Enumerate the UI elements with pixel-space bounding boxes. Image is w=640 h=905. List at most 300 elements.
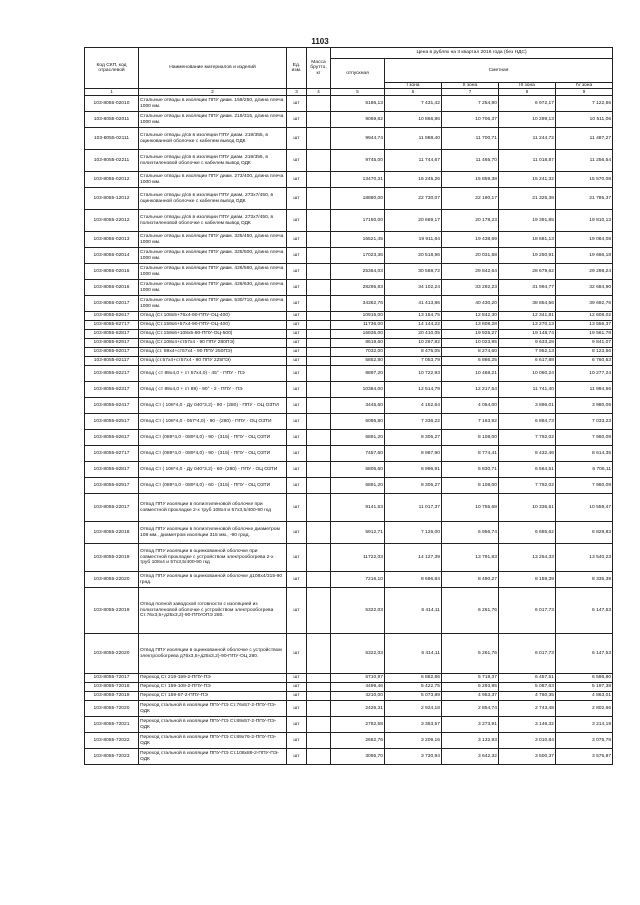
item-unit: шт [287,544,307,572]
price-sale: 9745,00 [331,150,385,172]
item-mass [307,232,331,248]
item-unit: шт [287,188,307,210]
item-code: 103-8055-92917 [85,478,139,494]
table-row [85,398,613,414]
table-row [85,674,613,683]
table-row [85,128,613,150]
item-code: 103-8055-22020 [85,634,139,674]
item-unit: шт [287,398,307,414]
price-sale: 9944,74 [331,128,385,150]
price-zone-4: 6 706,11 [556,462,613,478]
item-unit: шт [287,462,307,478]
item-mass [307,128,331,150]
item-unit: шт [287,264,307,280]
item-code: 103-8055-92617 [85,430,139,446]
price-zone-3: 6 685,62 [499,522,556,544]
item-name: Отвод ППУ изоляции в полиэтиленовой оболочке при совместной прокладке 2-х труб 108х4 и 57х3,5/400-90 гкд [139,494,287,522]
item-name: Отвод Ст (089*4,0 - 089*4,0) - 60 - (315) - ППУ - ОЦ ОЗТИ [139,478,287,494]
price-zone-2: 20 178,23 [442,210,499,232]
price-sale: 11736,00 [331,321,385,330]
price-zone-2: 12 842,30 [442,312,499,321]
price-zone-4: 11 994,66 [556,382,613,398]
item-name: Отвод (Ст.159х6+108х5-90-ППУ-ОЦ-500) [139,330,287,339]
price-sale: 17023,36 [331,248,385,264]
item-unit: шт [287,96,307,112]
item-code: 103-8055-72018 [85,683,139,692]
item-name: Переход Ст 159-57-2-ППУ-ПЭ [139,692,287,701]
price-zone-3: 3 896,01 [499,398,556,414]
item-mass [307,398,331,414]
item-name: Переход стальной в изоляции ППУ-ПЭ Ст.108х89-2-ППУ-ПЭ-ОДК [139,749,287,765]
price-zone-4: 6 760,63 [556,357,613,366]
item-name: Отвод (ст.57х4+ст57х4 - 90 ППУ 225ПЭ) [139,357,287,366]
price-zone-3: 10 289,13 [499,112,556,128]
price-zone-4: 7 960,09 [556,430,613,446]
table-row [85,462,613,478]
column-number: 6 [385,89,442,96]
item-name: Отвод (ст. 89х4+ст57х4 - 90 ППУ 250ПЭ) [139,348,287,357]
price-zone-1: 20 410,05 [385,330,442,339]
price-zone-1: 10 866,86 [385,112,442,128]
item-name: Отвод ППУ изоляции в оцинкованной оболочке д108х4/315-90 град. [139,572,287,588]
item-code: 103-8055-72022 [85,733,139,749]
price-zone-2: 40 430,20 [442,296,499,312]
price-zone-2: 8 108,00 [442,430,499,446]
price-zone-2: 13 791,83 [442,544,499,572]
item-mass [307,321,331,330]
price-zone-3: 13 254,33 [499,544,556,572]
price-zone-3: 9 633,28 [499,339,556,348]
item-code: 103-8055-92417 [85,398,139,414]
price-sale: 7032,00 [331,348,385,357]
price-sale: 3095,70 [331,749,385,765]
price-zone-4: 10 277,24 [556,366,613,382]
item-mass [307,683,331,692]
table-row [85,430,613,446]
item-code: 103-8055-02015 [85,264,139,280]
item-unit: шт [287,478,307,494]
item-unit: шт [287,232,307,248]
table-row [85,248,613,264]
table-row [85,382,613,398]
item-mass [307,366,331,382]
item-unit: шт [287,128,307,150]
price-zone-3: 6 017,73 [499,588,556,634]
price-zone-2: 13 808,28 [442,321,499,330]
item-mass [307,634,331,674]
price-zone-1: 3 730,94 [385,749,442,765]
table-row [85,264,613,280]
header-zone-4: IV зона [556,82,613,88]
price-zone-2: 8 774,41 [442,446,499,462]
item-unit: шт [287,588,307,634]
column-number: 1 [85,89,139,96]
item-name: Переход стальной в изоляции ППУ-ПЭ Ст.76х57-2-ППУ-ПЭ-ОДК [139,701,287,717]
price-sale: 16935,00 [331,330,385,339]
table-row [85,522,613,544]
table-row [85,692,613,701]
item-code: 103-8055-92217 [85,366,139,382]
price-sale: 4499,46 [331,683,385,692]
table-row [85,478,613,494]
price-zone-1: 7 431,42 [385,96,442,112]
table-row [85,348,613,357]
price-zone-3: 10 060,24 [499,366,556,382]
header-zone-1: I зона [385,82,442,88]
item-mass [307,280,331,296]
item-code: 103-8055-22017 [85,494,139,522]
price-zone-2: 5 293,95 [442,683,499,692]
item-mass [307,478,331,494]
table-row [85,232,613,248]
price-table [84,47,613,765]
table-row [85,683,613,692]
price-zone-4: 3 575,87 [556,749,613,765]
item-name: Отвод ( ст 89х4,0 + ст 89) - 90° - 2 - ППУ - ПЭ [139,382,287,398]
price-zone-2: 8 108,00 [442,478,499,494]
price-zone-1: 8 305,27 [385,478,442,494]
item-code: 103-8055-72017 [85,674,139,683]
price-sale: 3445,60 [331,398,385,414]
price-sale: 16521,45 [331,232,385,248]
price-zone-1: 6 996,91 [385,462,442,478]
price-zone-1: 8 987,90 [385,446,442,462]
price-zone-1: 6 414,11 [385,588,442,634]
price-sale: 34362,76 [331,296,385,312]
price-zone-2: 7 163,92 [442,414,499,430]
price-zone-1: 20 518,96 [385,248,442,264]
column-number: 9 [556,89,613,96]
item-name: Отвод ППУ изоляции в оцинкованной оболочке при совместной прокладке с устройством электрообогрева 2-х труб 108х4 и 57х3,5/400-90 гкд [139,544,287,572]
price-zone-1: 22 730,07 [385,188,442,210]
price-zone-1: 3 209,16 [385,733,442,749]
item-code: 103-8055-02010 [85,96,139,112]
price-zone-4: 6 596,80 [556,674,613,683]
price-sale: 7457,60 [331,446,385,462]
item-unit: шт [287,339,307,348]
table-row [85,321,613,330]
price-zone-4: 19 561,78 [556,330,613,339]
price-zone-2: 6 261,76 [442,634,499,674]
table-row [85,634,613,674]
item-unit: шт [287,494,307,522]
table-row [85,446,613,462]
item-mass [307,733,331,749]
item-unit: шт [287,430,307,446]
item-unit: шт [287,701,307,717]
price-sale: 5710,97 [331,674,385,683]
item-name: Переход стальной в изоляции ППУ-ПЭ Ст.89х76-2-ППУ-ПЭ-ОДК [139,733,287,749]
table-row [85,733,613,749]
price-zone-2: 6 830,71 [442,462,499,478]
item-mass [307,330,331,339]
price-zone-1: 34 102,24 [385,280,442,296]
item-code: 103-8055-02011 [85,112,139,128]
item-code: 103-8055-92317 [85,382,139,398]
item-unit: шт [287,572,307,588]
item-unit: шт [287,330,307,339]
column-number: 5 [331,89,385,96]
price-zone-3: 7 952,13 [499,348,556,357]
price-zone-2: 20 031,58 [442,248,499,264]
price-sale: 2426,31 [331,701,385,717]
item-code: 103-8055-92817 [85,462,139,478]
price-zone-4: 3 214,19 [556,717,613,733]
item-code: 103-8055-82817 [85,330,139,339]
item-mass [307,749,331,765]
table-row [85,172,613,188]
price-sale: 13470,31 [331,172,385,188]
price-zone-3: 4 760,35 [499,692,556,701]
item-unit: шт [287,382,307,398]
price-zone-3: 5 087,63 [499,683,556,692]
table-row [85,188,613,210]
price-zone-2: 10 468,21 [442,366,499,382]
item-code: 103-8055-02014 [85,248,139,264]
price-zone-3: 7 792,02 [499,430,556,446]
price-zone-2: 10 706,37 [442,112,499,128]
price-zone-2: 29 842,64 [442,264,499,280]
table-row [85,494,613,522]
item-name: Стальные отводы в изоляции ППУ диам. 426/560, длина плеча 1000 мм. [139,264,287,280]
price-sale: 7216,10 [331,572,385,588]
price-zone-2: 4 953,37 [442,692,499,701]
item-mass [307,312,331,321]
price-zone-4: 29 298,24 [556,264,613,280]
item-code: 103-8055-72023 [85,749,139,765]
price-zone-1: 11 017,37 [385,494,442,522]
price-zone-3: 10 336,51 [499,494,556,522]
price-zone-2: 8 274,60 [442,348,499,357]
column-number: 4 [307,89,331,96]
price-zone-2: 3 642,32 [442,749,499,765]
price-zone-2: 3 132,93 [442,733,499,749]
price-sale: 8519,60 [331,339,385,348]
price-zone-2: 22 190,17 [442,188,499,210]
price-sale: 8897,20 [331,366,385,382]
item-code: 103-8055-82717 [85,321,139,330]
price-zone-4: 7 122,56 [556,96,613,112]
price-zone-4: 15 570,08 [556,172,613,188]
item-unit: шт [287,634,307,674]
item-mass [307,494,331,522]
item-mass [307,701,331,717]
price-zone-1: 6 414,11 [385,634,442,674]
table-row [85,296,613,312]
item-name: Отвод ППУ изоляции в полиэтиленовой оболочке диаметром 108 мм., диаметром изоляции 315 мм., -90 град. [139,522,287,544]
price-zone-4: 13 556,37 [556,321,613,330]
header-zone-2: II зона [442,82,499,88]
price-sale: 10384,00 [331,382,385,398]
price-zone-3: 18 681,13 [499,232,556,248]
price-zone-4: 3 075,78 [556,733,613,749]
price-zone-3: 12 341,81 [499,312,556,321]
header-code: Код СКП, код отраслевой [85,48,139,89]
item-code: 103-8055-22019 [85,588,139,634]
price-zone-4: 6 147,53 [556,634,613,674]
price-zone-3: 3 146,32 [499,717,556,733]
price-zone-1: 13 154,75 [385,312,442,321]
price-zone-4: 9 841,07 [556,339,613,348]
item-mass [307,414,331,430]
price-zone-2: 10 023,95 [442,339,499,348]
price-zone-4: 8 614,35 [556,446,613,462]
price-zone-2: 6 261,76 [442,588,499,634]
table-row [85,112,613,128]
table-header [85,48,613,96]
price-zone-4: 5 197,38 [556,683,613,692]
header-estimate: Сметная [385,59,613,83]
item-code: 103-8055-92517 [85,414,139,430]
price-sale: 5852,80 [331,357,385,366]
item-code: 103-8055-22018 [85,522,139,544]
price-zone-3: 38 854,56 [499,296,556,312]
item-name: Стальные отводы в изоляции ППУ диам. 159/250, длина плеча 1000 мм. [139,96,287,112]
table-row [85,339,613,348]
price-zone-1: 20 669,17 [385,210,442,232]
table-row [85,717,613,733]
price-sale: 4210,00 [331,692,385,701]
price-sale: 10915,00 [331,312,385,321]
item-name: Отвод (Ст.159х6+57х4-90-ППУ-ОЦ-400) [139,321,287,330]
price-zone-3: 6 617,88 [499,357,556,366]
price-zone-3: 2 743,48 [499,701,556,717]
table-body [85,96,613,765]
price-zone-2: 12 217,54 [442,382,499,398]
item-unit: шт [287,210,307,232]
page-number: 1103 [311,37,329,46]
price-zone-4: 6 829,83 [556,522,613,544]
price-zone-3: 28 679,62 [499,264,556,280]
item-name: Переход Ст 159-108-2-ППУ-ПЭ [139,683,287,692]
item-name: Стальные отводы в изоляции ППУ диам. 219/315, длина плеча 1000 мм. [139,112,287,128]
price-zone-3: 19 148,74 [499,330,556,339]
price-zone-4: 2 802,66 [556,701,613,717]
item-mass [307,96,331,112]
price-zone-1: 7 053,79 [385,357,442,366]
item-unit: шт [287,414,307,430]
price-zone-2: 6 719,37 [442,674,499,683]
price-zone-4: 11 256,54 [556,150,613,172]
price-sale: 9141,53 [331,494,385,522]
item-unit: шт [287,366,307,382]
price-zone-4: 7 960,09 [556,478,613,494]
item-unit: шт [287,112,307,128]
item-code: 103-8055-02016 [85,280,139,296]
price-zone-1: 8 475,05 [385,348,442,357]
header-name: Наименование материалов и изделий [139,48,287,89]
item-name: Отвод (Ст.108х5+76х4-90-ППУ-ОЦ-400) [139,312,287,321]
price-zone-3: 21 325,38 [499,188,556,210]
header-sale: отпускная [331,59,385,89]
price-zone-2: 15 859,38 [442,172,499,188]
price-zone-3: 11 018,87 [499,150,556,172]
item-name: Отвод Ст ( 108*4,0 - Ду 040*3,2) - 90 - (280) - ППУ - ОЦ ОЗТИ [139,398,287,414]
price-sale: 2782,58 [331,717,385,733]
item-name: Отвод Ст ( 108*4,0 - 057*4,0) - 90 - (280) - ППУ - ОЦ ОЗТИ [139,414,287,430]
item-name: Стальные отводы в изоляции ППУ диам. 530/710, длина плеча 1000 мм. [139,296,287,312]
item-unit: шт [287,683,307,692]
item-unit: шт [287,321,307,330]
price-zone-3: 13 270,13 [499,321,556,330]
price-zone-1: 8 305,27 [385,430,442,446]
price-zone-3: 6 457,51 [499,674,556,683]
item-code: 103-8055-02013 [85,232,139,248]
price-zone-3: 11 741,40 [499,382,556,398]
item-unit: шт [287,150,307,172]
price-zone-4: 19 810,13 [556,210,613,232]
price-zone-4: 12 608,02 [556,312,613,321]
price-zone-2: 33 292,23 [442,280,499,296]
table-row [85,210,613,232]
item-unit: шт [287,312,307,321]
item-mass [307,692,331,701]
price-zone-4: 19 084,08 [556,232,613,248]
item-name: Отвод Ст (089*4,0 - 089*4,0) - 90 - (315) - ППУ - ОЦ ОЗТИ [139,446,287,462]
item-unit: шт [287,733,307,749]
item-mass [307,150,331,172]
price-sale: 5322,03 [331,634,385,674]
item-name: Стальные отводы д/св в изоляции ППУ диам. 219/355, в полиэтиленовой оболочке с кабелем вывод ОДК [139,150,287,172]
item-code: 103-8055-72019 [85,692,139,701]
price-sale: 5322,03 [331,588,385,634]
price-zone-4: 39 692,76 [556,296,613,312]
price-zone-3: 6 884,73 [499,414,556,430]
item-mass [307,544,331,572]
price-zone-2: 11 700,71 [442,128,499,150]
price-zone-1: 11 988,40 [385,128,442,150]
price-zone-4: 21 785,37 [556,188,613,210]
item-code: 103-8055-82917 [85,339,139,348]
item-name: Стальные отводы д/св в изоляции ППУ диам. 273х7/450, в полиэтиленовой оболочке с кабелем вывод ОДК [139,210,287,232]
item-name: Отвод полной заводской готовности с изоляцией из полиэтиленовой оболочке с устройством электрообогрева Ст.76х3,5+д25х3,2)-90-ППУОПЭ 280. [139,588,287,634]
item-code: 103-8055-72021 [85,717,139,733]
item-unit: шт [287,348,307,357]
price-zone-2: 2 854,74 [442,701,499,717]
header-zone-3: III зона [499,82,556,88]
price-zone-2: 6 886,25 [442,357,499,366]
header-unit: Ед. изм. [287,48,307,89]
item-code: 103-8055-72020 [85,701,139,717]
price-zone-1: 4 152,64 [385,398,442,414]
price-zone-4: 10 559,47 [556,494,613,522]
price-sale: 6891,20 [331,430,385,446]
price-zone-3: 8 159,39 [499,572,556,588]
item-mass [307,296,331,312]
table-row [85,330,613,339]
price-zone-1: 5 073,89 [385,692,442,701]
price-zone-3: 11 244,72 [499,128,556,150]
item-mass [307,382,331,398]
price-zone-3: 3 500,37 [499,749,556,765]
item-name: Отвод Ст ( 108*4,0 - Ду 040*3,2) - 60- (280) - ППУ - ОЦ ОЗТИ [139,462,287,478]
price-zone-2: 4 054,00 [442,398,499,414]
price-zone-2: 6 956,74 [442,522,499,544]
item-mass [307,357,331,366]
header-mass: Масса брутто, кг [307,48,331,89]
item-name: Переход стальной в изоляции ППУ-ПЭ Ст.89х57-2-ППУ-ПЭ-ОДК [139,717,287,733]
item-mass [307,172,331,188]
price-zone-1: 16 245,26 [385,172,442,188]
item-mass [307,522,331,544]
item-unit: шт [287,248,307,264]
price-zone-2: 19 438,69 [442,232,499,248]
price-zone-1: 19 911,64 [385,232,442,248]
price-zone-4: 11 487,27 [556,128,613,150]
item-code: 103-8055-02111 [85,128,139,150]
price-zone-4: 19 666,18 [556,248,613,264]
price-zone-1: 7 336,22 [385,414,442,430]
